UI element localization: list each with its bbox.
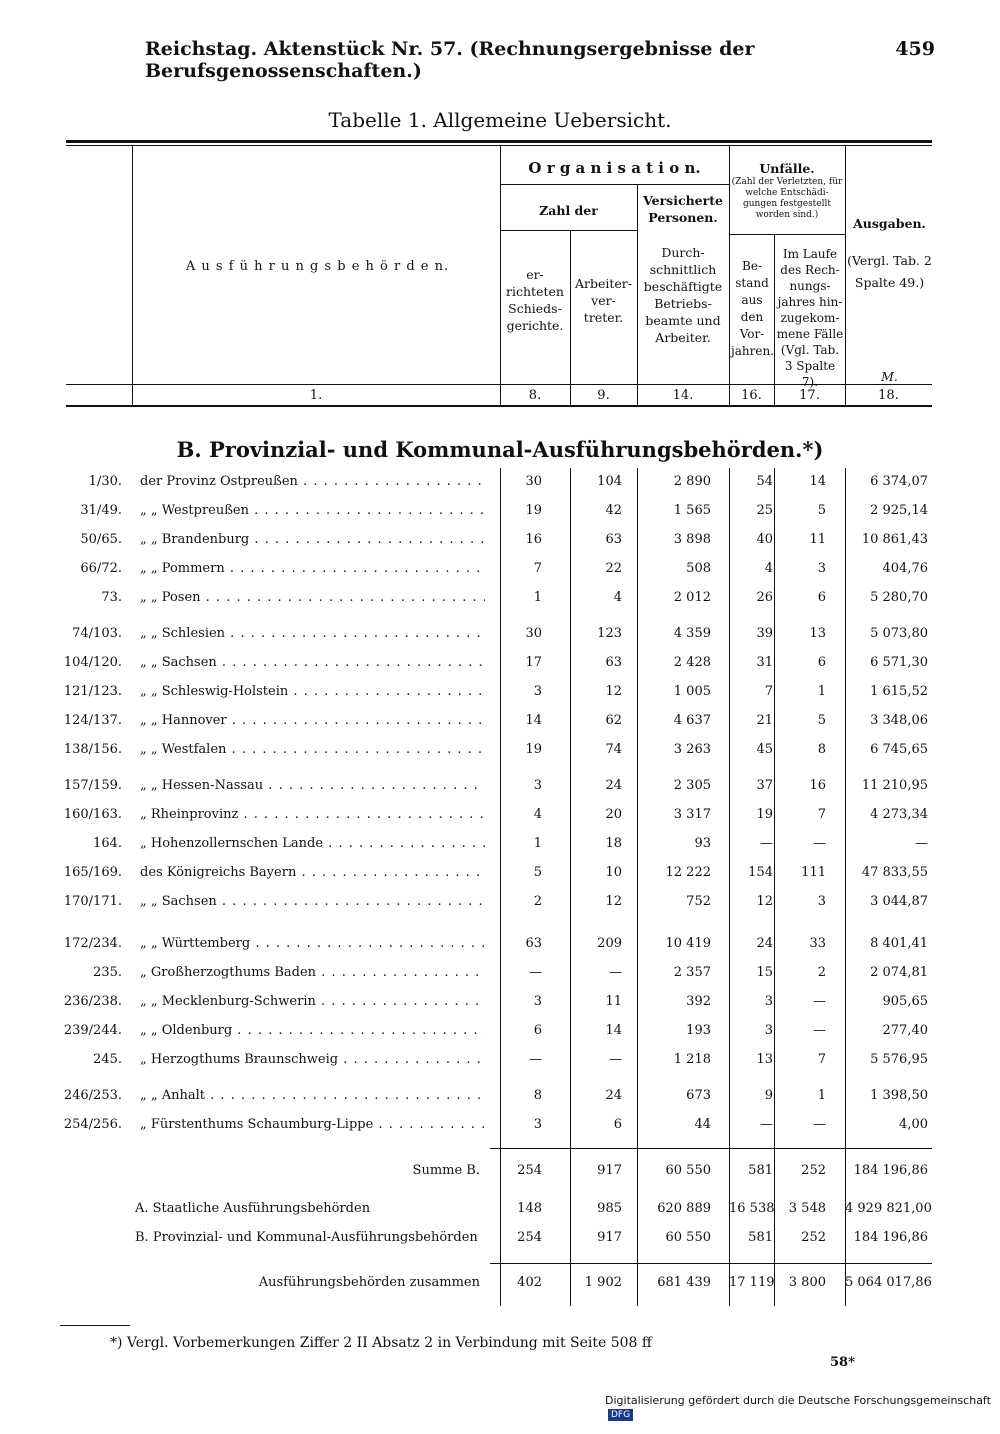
cell-c9: 22 — [605, 561, 622, 576]
cell-c9: 24 — [605, 778, 622, 793]
cell-c8: 63 — [525, 936, 542, 951]
table-row — [0, 471, 1000, 493]
cell-c17: 7 — [817, 1052, 826, 1067]
cell-c8: 3 — [533, 994, 542, 1009]
table-row — [0, 962, 1000, 984]
cell-c14: 4 637 — [673, 713, 711, 728]
colnum: 8. — [528, 388, 542, 403]
table-row — [0, 804, 1000, 826]
row-name: „ Fürstenthums Schaumburg-Lippe . . . — [140, 1114, 485, 1136]
cell-c14: 1 005 — [673, 684, 711, 699]
cell-c14: 392 — [686, 994, 711, 1009]
row-name: „ „ Posen . . . — [140, 587, 485, 609]
cell-c9: 20 — [605, 807, 622, 822]
cell-c16: 21 — [756, 713, 773, 728]
cell-c14: 3 317 — [673, 807, 711, 822]
cell-c16: 39 — [756, 626, 773, 641]
header-divider — [132, 146, 133, 405]
cell-c18: 10 861,43 — [861, 532, 928, 547]
cell-c14: 673 — [686, 1088, 711, 1103]
header-divider — [637, 185, 638, 405]
cell-c18: 5 576,95 — [870, 1052, 928, 1067]
summary-label: Ausführungsbehörden zusammen — [258, 1275, 480, 1290]
table-row — [0, 710, 1000, 732]
cell-c9: 74 — [605, 742, 622, 757]
summary-row — [0, 1272, 1000, 1294]
cell-c8: 254 — [517, 1163, 542, 1178]
cell-c8: 16 — [525, 532, 542, 547]
sum-rule — [490, 1148, 932, 1149]
cell-c17: 252 — [801, 1230, 826, 1245]
table-row — [0, 500, 1000, 522]
section-title: B. Provinzial- und Kommunal-Ausführungsbehörden.*) — [176, 437, 824, 462]
cell-c14: 2 012 — [673, 590, 711, 605]
unfaelle-note: (Zahl der Verletzten, für welche Entschädi- gungen festgestellt worden sind.) — [731, 177, 843, 220]
cell-c9: — — [609, 1052, 622, 1067]
table-row — [0, 681, 1000, 703]
cell-c9: 985 — [597, 1201, 622, 1216]
cell-c17: — — [813, 1117, 826, 1132]
cell-c18: 6 374,07 — [870, 474, 928, 489]
cell-c16: 154 — [748, 865, 773, 880]
cell-c16: 45 — [756, 742, 773, 757]
cell-c8: 2 — [533, 894, 542, 909]
cell-c17: 33 — [809, 936, 826, 951]
cell-c16: 13 — [756, 1052, 773, 1067]
footnote: *) Vergl. Vorbemerkungen Ziffer 2 II Absatz 2 in Verbindung mit Seite 508 ff — [110, 1335, 652, 1351]
row-name: „ Hohenzollernschen Lande . . . — [140, 833, 485, 855]
bestand-header: Be- stand aus den Vor- jahren. — [731, 259, 774, 358]
header-hline — [729, 234, 845, 235]
cell-c17: 3 — [817, 894, 826, 909]
table-row — [0, 623, 1000, 645]
cell-c18: 2 925,14 — [870, 503, 928, 518]
cell-c17: — — [813, 1023, 826, 1038]
im-laufe-header: Im Laufe des Rech- nungs- jahres hin- zugekom- mene Fälle (Vgl. Tab. 3 Spalte 7). — [776, 247, 844, 389]
row-name: „ „ Hannover . . . — [140, 710, 485, 732]
cell-c8: 6 — [533, 1023, 542, 1038]
cell-c14: 2 428 — [673, 655, 711, 670]
zahl-der-header: Zahl der — [539, 203, 598, 218]
cell-c16: 16 538 — [729, 1201, 775, 1216]
row-name: „ „ Brandenburg . . . — [140, 529, 485, 551]
table-row — [0, 739, 1000, 761]
header-hline — [500, 230, 637, 231]
table-row — [0, 833, 1000, 855]
cell-c16: — — [760, 836, 773, 851]
cell-c16: 9 — [764, 1088, 773, 1103]
cell-c9: 18 — [605, 836, 622, 851]
table-title: Tabelle 1. Allgemeine Uebersicht. — [328, 108, 672, 132]
cell-c14: 60 550 — [665, 1163, 711, 1178]
cell-c18: 4,00 — [899, 1117, 928, 1132]
cell-c17: 111 — [801, 865, 826, 880]
summary-row — [0, 1198, 1000, 1220]
row-name: „ „ Pommern . . . — [140, 558, 485, 580]
cell-c17: 3 — [817, 561, 826, 576]
cell-c17: 11 — [809, 532, 826, 547]
cell-c18: 6 571,30 — [870, 655, 928, 670]
table-row — [0, 558, 1000, 580]
summary-label: A. Staatliche Ausführungsbehörden — [135, 1201, 371, 1216]
row-name: der Provinz Ostpreußen . . . — [140, 471, 485, 493]
cell-c16: 37 — [756, 778, 773, 793]
row-number: 165/169. — [63, 865, 122, 880]
signature-mark: 58* — [830, 1355, 855, 1370]
cell-c9: 62 — [605, 713, 622, 728]
row-name: „ „ Hessen-Nassau . . . — [140, 775, 485, 797]
table-row — [0, 862, 1000, 884]
summary-label: B. Provinzial- und Kommunal-Ausführungsbehörden — [135, 1230, 478, 1245]
header-top-rule-thin — [66, 145, 932, 146]
digitization-note — [605, 1394, 1000, 1421]
cell-c16: 25 — [756, 503, 773, 518]
colnum: 17. — [799, 388, 820, 403]
cell-c14: 2 305 — [673, 778, 711, 793]
schiedsgerichte-header: er- richteten Schieds- gerichte. — [506, 267, 564, 333]
total-rule — [490, 1263, 932, 1264]
running-head-title: Reichstag. Aktenstück Nr. 57. (Rechnungsergebnisse der Berufsgenossenschaften.) — [145, 38, 755, 82]
cell-c9: 209 — [597, 936, 622, 951]
table-row — [0, 1114, 1000, 1136]
row-name: „ „ Schlesien . . . — [140, 623, 485, 645]
cell-c9: 10 — [605, 865, 622, 880]
row-number: 50/65. — [80, 532, 122, 547]
cell-c9: 917 — [597, 1163, 622, 1178]
cell-c18: 2 074,81 — [870, 965, 928, 980]
row-name: „ „ Sachsen . . . — [140, 652, 485, 674]
cell-c14: 60 550 — [665, 1230, 711, 1245]
row-number: 74/103. — [72, 626, 122, 641]
cell-c16: 24 — [756, 936, 773, 951]
cell-c8: 1 — [533, 590, 542, 605]
cell-c8: 17 — [525, 655, 542, 670]
cell-c17: — — [813, 836, 826, 851]
cell-c16: 4 — [764, 561, 773, 576]
cell-c17: 16 — [809, 778, 826, 793]
header-top-rule — [66, 140, 932, 143]
cell-c8: 148 — [517, 1201, 542, 1216]
cell-c18: 3 348,06 — [870, 713, 928, 728]
header-divider — [845, 146, 846, 405]
cell-c17: 6 — [817, 590, 826, 605]
cell-c16: 19 — [756, 807, 773, 822]
row-number: 124/137. — [63, 713, 122, 728]
cell-c18: 1 615,52 — [870, 684, 928, 699]
cell-c18: 3 044,87 — [870, 894, 928, 909]
cell-c17: 14 — [809, 474, 826, 489]
row-name: „ „ Oldenburg . . . — [140, 1020, 485, 1042]
table-row — [0, 587, 1000, 609]
row-name: „ „ Sachsen . . . — [140, 891, 485, 913]
row-name: des Königreichs Bayern . . . — [140, 862, 485, 884]
row-number: 31/49. — [80, 503, 122, 518]
cell-c8: 4 — [533, 807, 542, 822]
cell-c16: 3 — [764, 994, 773, 1009]
row-number: 73. — [101, 590, 122, 605]
table-row — [0, 1020, 1000, 1042]
cell-c9: 42 — [605, 503, 622, 518]
cell-c14: 752 — [686, 894, 711, 909]
cell-c18: 905,65 — [882, 994, 928, 1009]
header-hline — [500, 184, 729, 185]
cell-c17: 13 — [809, 626, 826, 641]
cell-c14: 44 — [694, 1117, 711, 1132]
summary-label: Summe B. — [412, 1163, 480, 1178]
cell-c8: — — [529, 1052, 542, 1067]
cell-c9: 12 — [605, 684, 622, 699]
cell-c8: 30 — [525, 626, 542, 641]
cell-c9: 6 — [613, 1117, 622, 1132]
cell-c8: 254 — [517, 1230, 542, 1245]
cell-c17: — — [813, 994, 826, 1009]
dfg-logo: DFG — [608, 1409, 633, 1421]
cell-c14: 193 — [686, 1023, 711, 1038]
colnum-bottom-rule — [66, 405, 932, 407]
cell-c17: 5 — [817, 503, 826, 518]
cell-c17: 3 548 — [788, 1201, 826, 1216]
cell-c9: 4 — [613, 590, 622, 605]
cell-c14: 12 222 — [665, 865, 711, 880]
organisation-header: O r g a n i s a t i o n. — [528, 159, 701, 177]
cell-c8: 402 — [517, 1275, 542, 1290]
stub-header: A u s f ü h r u n g s b e h ö r d e n. — [185, 259, 450, 274]
table-row — [0, 991, 1000, 1013]
row-number: 1/30. — [88, 474, 122, 489]
row-name: „ Rheinprovinz . . . — [140, 804, 485, 826]
cell-c9: 11 — [605, 994, 622, 1009]
cell-c14: 1 565 — [673, 503, 711, 518]
cell-c14: 3 898 — [673, 532, 711, 547]
row-number: 157/159. — [63, 778, 122, 793]
row-number: 121/123. — [63, 684, 122, 699]
cell-c18: 4 273,34 — [870, 807, 928, 822]
cell-c8: 19 — [525, 503, 542, 518]
cell-c14: 620 889 — [657, 1201, 711, 1216]
cell-c8: 3 — [533, 1117, 542, 1132]
cell-c8: 5 — [533, 865, 542, 880]
cell-c17: 8 — [817, 742, 826, 757]
ausgaben-note: (Vergl. Tab. 2 Spalte 49.) — [847, 253, 932, 290]
cell-c16: 15 — [756, 965, 773, 980]
cell-c18: 1 398,50 — [870, 1088, 928, 1103]
cell-c16: 581 — [748, 1230, 773, 1245]
ausgaben-header: Ausgaben. — [853, 216, 926, 231]
cell-c18: 5 073,80 — [870, 626, 928, 641]
cell-c8: — — [529, 965, 542, 980]
header-divider — [729, 146, 730, 405]
cell-c8: 19 — [525, 742, 542, 757]
cell-c9: 123 — [597, 626, 622, 641]
row-number: 160/163. — [63, 807, 122, 822]
cell-c17: 1 — [817, 684, 826, 699]
row-number: 246/253. — [63, 1088, 122, 1103]
cell-c17: 252 — [801, 1163, 826, 1178]
cell-c9: 14 — [605, 1023, 622, 1038]
cell-c16: 7 — [764, 684, 773, 699]
versicherte-header: Versicherte Personen. — [643, 193, 723, 225]
row-number: 170/171. — [63, 894, 122, 909]
row-name: „ „ Westfalen . . . — [140, 739, 485, 761]
cell-c18: 47 833,55 — [861, 865, 928, 880]
table-row — [0, 529, 1000, 551]
cell-c18: 6 745,65 — [870, 742, 928, 757]
row-number: 236/238. — [63, 994, 122, 1009]
cell-c18: — — [915, 836, 928, 851]
row-number: 235. — [93, 965, 122, 980]
row-number: 138/156. — [63, 742, 122, 757]
row-number: 245. — [93, 1052, 122, 1067]
cell-c14: 1 218 — [673, 1052, 711, 1067]
cell-c17: 3 800 — [788, 1275, 826, 1290]
cell-c14: 4 359 — [673, 626, 711, 641]
cell-c18: 5 064 017,86 — [845, 1275, 932, 1290]
cell-c16: 31 — [756, 655, 773, 670]
row-number: 104/120. — [63, 655, 122, 670]
cell-c8: 1 — [533, 836, 542, 851]
colnum: 18. — [878, 388, 899, 403]
table-row — [0, 652, 1000, 674]
cell-c9: 24 — [605, 1088, 622, 1103]
row-number: 254/256. — [63, 1117, 122, 1132]
cell-c18: 5 280,70 — [870, 590, 928, 605]
row-name: „ „ Westpreußen . . . — [140, 500, 485, 522]
row-number: 164. — [93, 836, 122, 851]
table-row — [0, 775, 1000, 797]
row-name: „ „ Württemberg . . . — [140, 933, 485, 955]
cell-c9: 917 — [597, 1230, 622, 1245]
table-row — [0, 891, 1000, 913]
cell-c18: 11 210,95 — [861, 778, 928, 793]
cell-c14: 93 — [694, 836, 711, 851]
cell-c18: 4 929 821,00 — [845, 1201, 932, 1216]
colnum: 9. — [597, 388, 610, 403]
table-row — [0, 933, 1000, 955]
digitization-text: Digitalisierung gefördert durch die Deutsche Forschungsgemeinschaft — [605, 1394, 991, 1407]
cell-c9: — — [609, 965, 622, 980]
row-name: „ „ Anhalt . . . — [140, 1085, 485, 1107]
cell-c16: 26 — [756, 590, 773, 605]
cell-c14: 681 439 — [657, 1275, 711, 1290]
page-number: 459 — [895, 38, 935, 60]
unfaelle-header: Unfälle. — [759, 161, 815, 176]
header-divider — [570, 230, 571, 405]
row-number: 239/244. — [63, 1023, 122, 1038]
cell-c8: 8 — [533, 1088, 542, 1103]
cell-c17: 5 — [817, 713, 826, 728]
cell-c16: 12 — [756, 894, 773, 909]
table-row — [0, 1085, 1000, 1107]
cell-c8: 3 — [533, 778, 542, 793]
row-name: „ Herzogthums Braunschweig . . . — [140, 1049, 485, 1071]
currency-label: M. — [881, 369, 898, 384]
arbeitervertreter-header: Arbeiter- ver- treter. — [574, 276, 633, 325]
summary-row — [0, 1160, 1000, 1182]
cell-c16: 40 — [756, 532, 773, 547]
cell-c9: 63 — [605, 532, 622, 547]
row-name: „ Großherzogthums Baden . . . — [140, 962, 485, 984]
row-number: 172/234. — [63, 936, 122, 951]
cell-c8: 3 — [533, 684, 542, 699]
row-number: 66/72. — [80, 561, 122, 576]
cell-c8: 30 — [525, 474, 542, 489]
cell-c16: 581 — [748, 1163, 773, 1178]
cell-c17: 1 — [817, 1088, 826, 1103]
cell-c17: 6 — [817, 655, 826, 670]
cell-c18: 184 196,86 — [853, 1230, 928, 1245]
cell-c14: 10 419 — [665, 936, 711, 951]
cell-c17: 7 — [817, 807, 826, 822]
cell-c18: 404,76 — [882, 561, 928, 576]
cell-c14: 508 — [686, 561, 711, 576]
cell-c16: 17 119 — [729, 1275, 775, 1290]
row-name: „ „ Mecklenburg-Schwerin . . . — [140, 991, 485, 1013]
cell-c16: 3 — [764, 1023, 773, 1038]
cell-c8: 14 — [525, 713, 542, 728]
cell-c9: 104 — [597, 474, 622, 489]
cell-c14: 2 890 — [673, 474, 711, 489]
cell-c9: 1 902 — [584, 1275, 622, 1290]
cell-c18: 8 401,41 — [870, 936, 928, 951]
durchschnittlich-header: Durch- schnittlich beschäftigte Betriebs- beamte und Arbeiter. — [643, 245, 723, 345]
row-name: „ „ Schleswig-Holstein . . . — [140, 681, 485, 703]
cell-c9: 63 — [605, 655, 622, 670]
colnum: 16. — [741, 388, 762, 403]
cell-c18: 277,40 — [882, 1023, 928, 1038]
table-row — [0, 1049, 1000, 1071]
summary-row — [0, 1227, 1000, 1249]
cell-c14: 2 357 — [673, 965, 711, 980]
cell-c14: 3 263 — [673, 742, 711, 757]
cell-c17: 2 — [817, 965, 826, 980]
colnum: 1. — [309, 388, 323, 403]
cell-c18: 184 196,86 — [853, 1163, 928, 1178]
running-head — [145, 38, 935, 82]
colnum: 14. — [672, 388, 694, 403]
cell-c8: 7 — [533, 561, 542, 576]
cell-c16: — — [760, 1117, 773, 1132]
cell-c16: 54 — [756, 474, 773, 489]
cell-c9: 12 — [605, 894, 622, 909]
header-divider — [774, 235, 775, 405]
footnote-rule — [60, 1325, 130, 1326]
